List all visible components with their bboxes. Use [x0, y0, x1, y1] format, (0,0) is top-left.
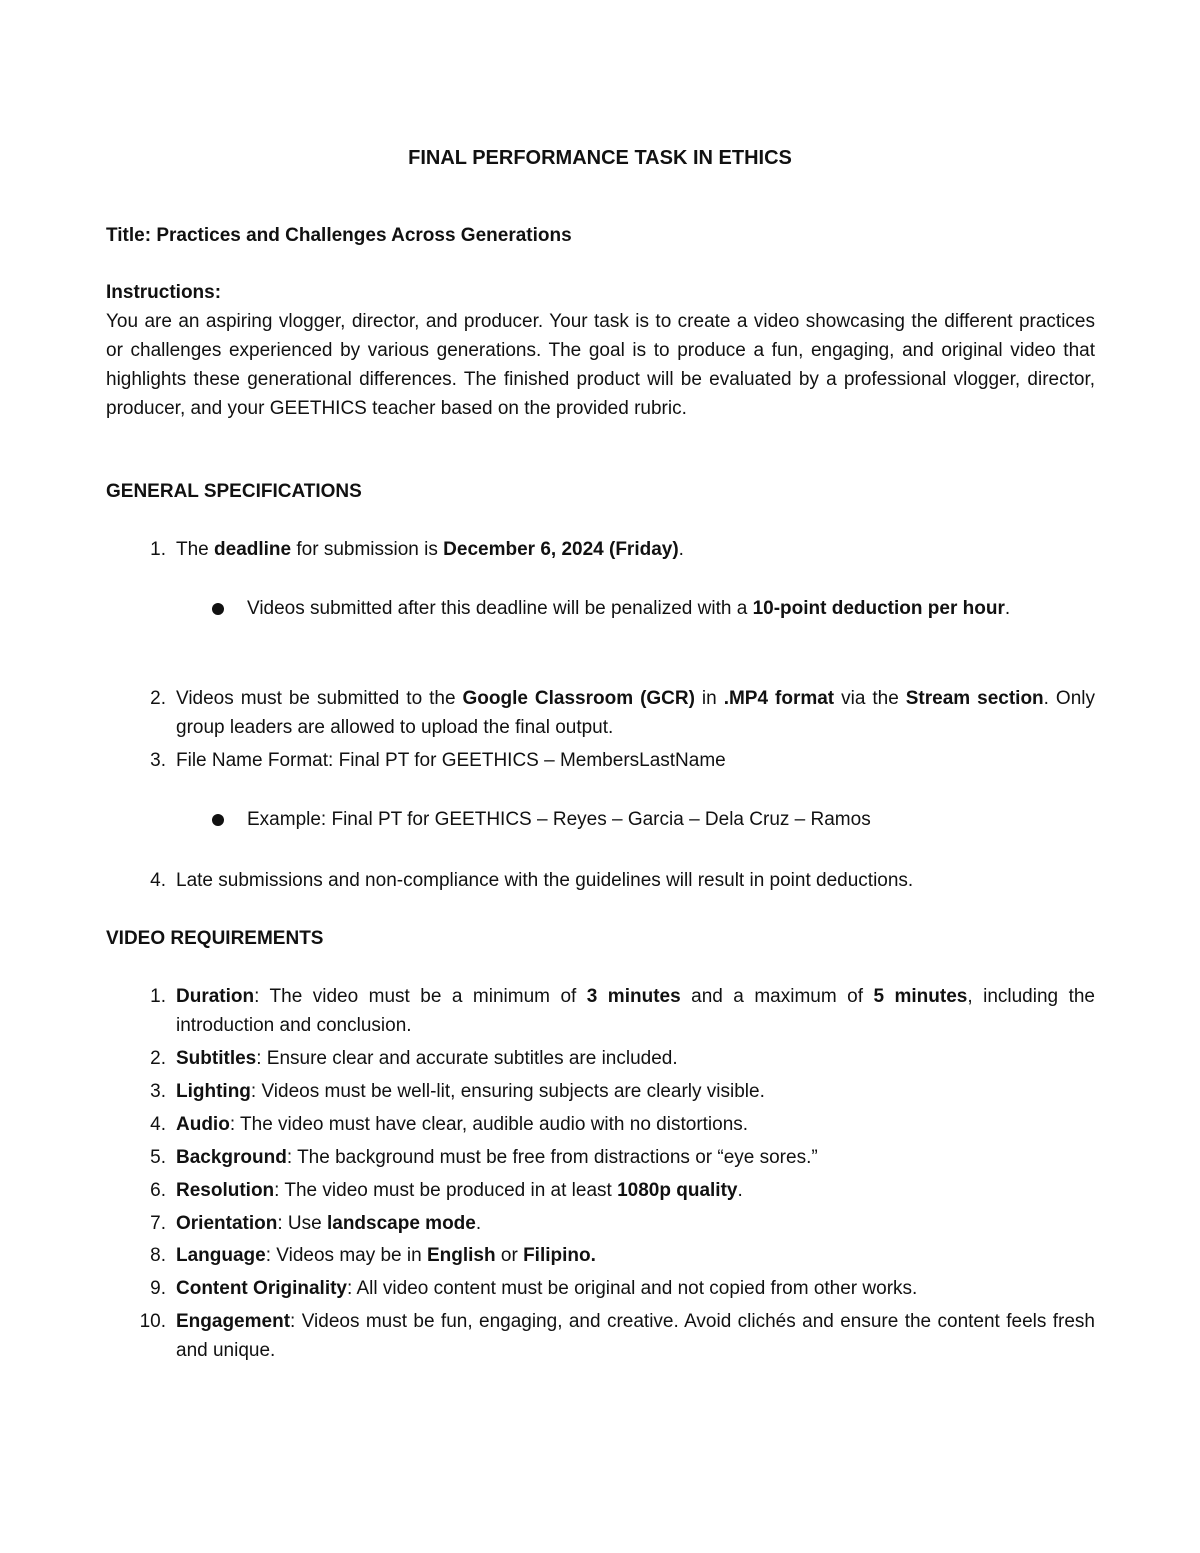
- list-number: 2.: [150, 1048, 166, 1069]
- list-number: 9.: [150, 1278, 166, 1299]
- list-text: Language: Videos may be in English or Filipino.: [176, 1245, 596, 1266]
- list-text: The deadline for submission is December 6, 2024 (Friday).: [176, 539, 684, 560]
- list-text: Engagement: Videos must be fun, engaging, and creative. Avoid clichés and ensure the content feels fresh and unique.: [176, 1311, 1095, 1361]
- list-number: 4.: [150, 870, 166, 891]
- general-specifications-heading: GENERAL SPECIFICATIONS: [106, 481, 362, 502]
- instructions-label: Instructions:: [106, 282, 222, 303]
- list-text: Subtitles: Ensure clear and accurate subtitles are included.: [176, 1048, 678, 1069]
- list-text: Late submissions and non-compliance with the guidelines will result in point deductions.: [176, 870, 914, 891]
- list-text: Resolution: The video must be produced in at least 1080p quality.: [176, 1180, 743, 1201]
- bullet-text: Videos submitted after this deadline will be penalized with a 10-point deduction per hour.: [247, 598, 1011, 619]
- list-number: 3.: [150, 750, 166, 771]
- list-number: 4.: [150, 1114, 166, 1135]
- list-number: 7.: [150, 1213, 166, 1234]
- list-text: File Name Format: Final PT for GEETHICS – MembersLastName: [176, 750, 726, 771]
- list-text: Videos must be submitted to the Google Classroom (GCR) in .MP4 format via the Stream section. Only group leaders are allowed to upload the final output.: [176, 688, 1095, 738]
- bullet-icon: [212, 603, 224, 615]
- video-requirements-heading: VIDEO REQUIREMENTS: [106, 928, 324, 949]
- list-number: 1.: [150, 986, 166, 1007]
- list-number: 3.: [150, 1081, 166, 1102]
- document-heading: FINAL PERFORMANCE TASK IN ETHICS: [408, 147, 792, 169]
- list-number: 5.: [150, 1147, 166, 1168]
- list-number: 10.: [139, 1311, 166, 1332]
- list-text: Audio: The video must have clear, audible audio with no distortions.: [176, 1114, 749, 1135]
- bullet-icon: [212, 814, 224, 826]
- list-text: Duration: The video must be a minimum of 3 minutes and a maximum of 5 minutes, including the introduction and conclusion.: [176, 986, 1095, 1036]
- list-text: Lighting: Videos must be well-lit, ensuring subjects are clearly visible.: [176, 1081, 765, 1102]
- document-title: Title: Practices and Challenges Across Generations: [106, 225, 572, 246]
- list-text: Content Originality: All video content must be original and not copied from other works.: [176, 1278, 918, 1299]
- list-number: 1.: [150, 539, 166, 560]
- list-number: 2.: [150, 688, 166, 709]
- instructions-paragraph: You are an aspiring vlogger, director, and producer. Your task is to create a video showcasing the different practices or challenges experienced by various generations. The goal is to produce a fun, engaging, and original video that highlights these generational differences. The finished product will be evaluated by a professional vlogger, director, producer, and your GEETHICS teacher based on the provided rubric.: [106, 311, 1095, 419]
- bullet-text: Example: Final PT for GEETHICS – Reyes – Garcia – Dela Cruz – Ramos: [247, 809, 871, 830]
- list-text: Orientation: Use landscape mode.: [176, 1213, 482, 1234]
- list-number: 6.: [150, 1180, 166, 1201]
- list-number: 8.: [150, 1245, 166, 1266]
- list-text: Background: The background must be free from distractions or “eye sores.”: [176, 1147, 818, 1168]
